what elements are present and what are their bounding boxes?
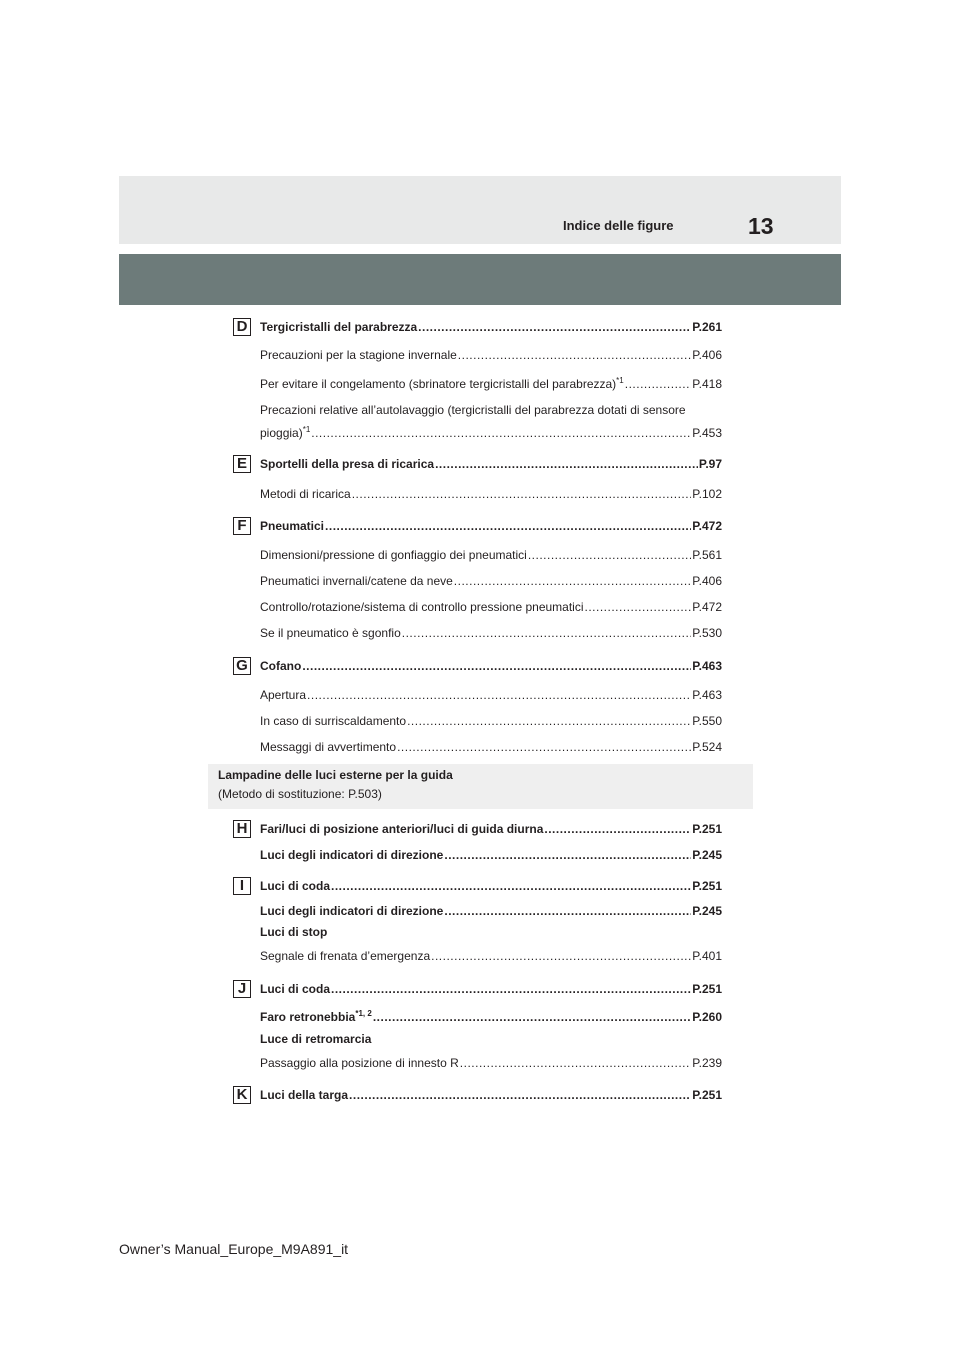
page-ref: P.245: [692, 904, 722, 918]
index-entry-line: Precazioni relative all’autolavaggio (tergicristalli del parabrezza dotati di sensore: [260, 403, 686, 417]
page-ref: P.406: [692, 348, 722, 362]
page-ref: P.472: [692, 519, 722, 533]
page-ref: P.260: [692, 1010, 722, 1024]
index-entry[interactable]: pioggia)$^{*1}$ ..... P.453: [260, 425, 722, 441]
index-entry[interactable]: Dimensioni/pressione di gonfiaggio dei pneumatici ..... P.561: [260, 547, 722, 563]
page-ref: P.245: [692, 848, 722, 862]
index-heading: Luce di retromarcia: [260, 1032, 372, 1046]
index-entry[interactable]: Cofano ..... P.463: [260, 658, 722, 674]
section-letter-g: G: [233, 657, 251, 675]
index-entry[interactable]: Se il pneumatico è sgonfio ..... P.530: [260, 625, 722, 641]
page-ref: P.401: [692, 949, 722, 963]
page-ref: P.524: [692, 740, 722, 754]
page-ref: P.463: [692, 659, 722, 673]
index-entry[interactable]: Faro retronebbia$^{*1, 2}$ ..... P.260: [260, 1009, 722, 1025]
index-entry[interactable]: Sportelli della presa di ricarica ..... P.97: [260, 456, 722, 472]
index-entry[interactable]: In caso di surriscaldamento ..... P.550: [260, 713, 722, 729]
page-ref: P.561: [692, 548, 722, 562]
header-title: Indice delle figure: [563, 218, 674, 233]
index-entry[interactable]: Pneumatici ..... P.472: [260, 518, 722, 534]
page-ref: P.251: [692, 822, 722, 836]
page-ref: P.102: [692, 487, 722, 501]
index-entry[interactable]: Luci degli indicatori di direzione ..... P.245: [260, 903, 722, 919]
page-ref: P.251: [692, 1088, 722, 1102]
index-heading: Luci di stop: [260, 925, 328, 939]
info-box-subtitle: (Metodo di sostituzione: P.503): [218, 787, 382, 801]
index-entry[interactable]: Metodi di ricarica ..... P.102: [260, 486, 722, 502]
index-entry[interactable]: Apertura ..... P.463: [260, 687, 722, 703]
index-entry[interactable]: Luci della targa ..... P.251: [260, 1087, 722, 1103]
index-entry[interactable]: Segnale di frenata d’emergenza ..... P.401: [260, 948, 722, 964]
page-ref: P.251: [692, 982, 722, 996]
index-entry[interactable]: Luci degli indicatori di direzione ..... P.245: [260, 847, 722, 863]
page-ref: P.261: [692, 320, 722, 334]
index-entry[interactable]: Passaggio alla posizione di innesto R ..... P.239: [260, 1055, 722, 1071]
section-letter-j: J: [233, 980, 251, 998]
index-entry[interactable]: Precauzioni per la stagione invernale ..... P.406: [260, 347, 722, 363]
page-ref: P.472: [692, 600, 722, 614]
page-ref: P.406: [692, 574, 722, 588]
index-entry[interactable]: Fari/luci di posizione anteriori/luci di guida diurna ..... P.251: [260, 821, 722, 837]
page-ref: P.463: [692, 688, 722, 702]
info-box-title: Lampadine delle luci esterne per la guida: [218, 768, 453, 782]
page-ref: P.239: [692, 1056, 722, 1070]
page-ref: P.418: [692, 377, 722, 391]
section-letter-d: D: [233, 318, 251, 336]
section-letter-e: E: [233, 455, 251, 473]
section-letter-h: H: [233, 820, 251, 838]
page-ref: P.453: [692, 426, 722, 440]
index-entry[interactable]: Messaggi di avvertimento ..... P.524: [260, 739, 722, 755]
footer-manual-id: Owner’s Manual_Europe_M9A891_it: [119, 1241, 349, 1257]
index-entry[interactable]: Luci di coda ..... P.251: [260, 981, 722, 997]
page-ref: P.550: [692, 714, 722, 728]
index-entry[interactable]: Per evitare il congelamento (sbrinatore tergicristalli del parabrezza)$^{*1}$ ..... P.418: [260, 376, 722, 392]
index-entry[interactable]: Controllo/rotazione/sistema di controllo pressione pneumatici ..... P.472: [260, 599, 722, 615]
section-letter-i: I: [233, 877, 251, 895]
index-entry[interactable]: Luci di coda ..... P.251: [260, 878, 722, 894]
page-ref: P.251: [692, 879, 722, 893]
page-ref: P.97: [698, 457, 722, 471]
section-letter-k: K: [233, 1086, 251, 1104]
page-number: 13: [748, 213, 774, 239]
page-ref: P.530: [692, 626, 722, 640]
index-entry[interactable]: Tergicristalli del parabrezza ..... P.261: [260, 319, 722, 335]
index-entry[interactable]: Pneumatici invernali/catene da neve ..... P.406: [260, 573, 722, 589]
section-letter-f: F: [233, 517, 251, 535]
